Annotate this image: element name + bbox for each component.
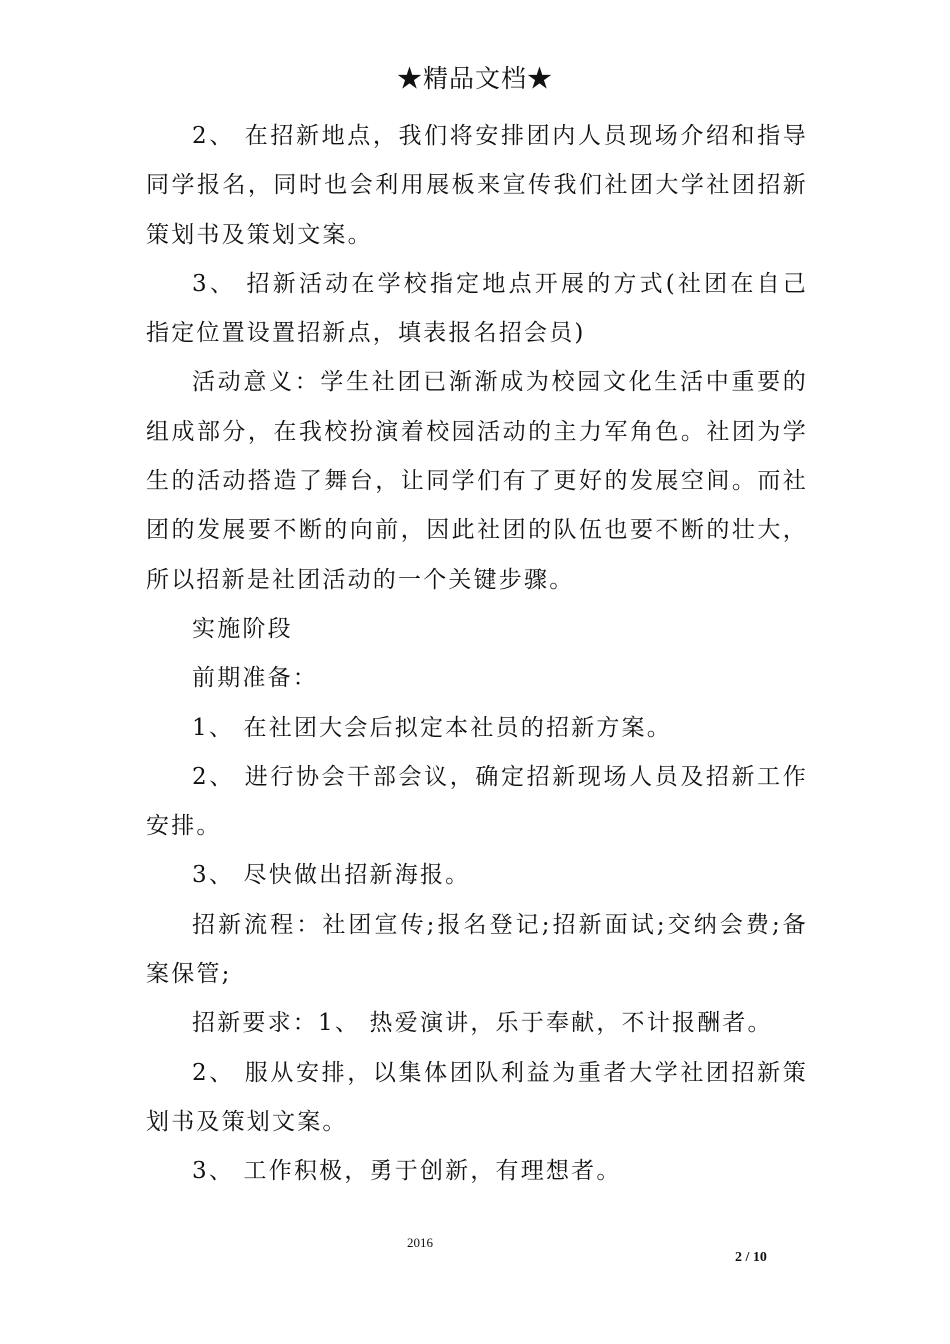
document-header-title: ★精品文档★	[396, 64, 553, 93]
paragraph-prep-item-1: 1、 在社团大会后拟定本社员的招新方案。	[192, 714, 672, 741]
paragraph-preparation-heading: 前期准备：	[192, 665, 318, 692]
paragraph-requirements-item-1: 招新要求：1、 热爱演讲，乐于奉献，不计报酬者。	[192, 1010, 773, 1037]
page-number: 2 / 10	[735, 1250, 767, 1265]
paragraph-prep-item-2: 2、 进行协会干部会议，确定招新现场人员及招新工作安排。	[146, 763, 808, 840]
paragraph-recruitment-process: 招新流程：社团宣传;报名登记;招新面试;交纳会费;备案保管;	[146, 911, 808, 988]
footer-year: 2016	[407, 1235, 433, 1250]
paragraph-prep-item-3: 3、 尽快做出招新海报。	[192, 862, 471, 889]
paragraph-requirements-item-2: 2、 服从安排，以集体团队利益为重者大学社团招新策划书及策划文案。	[146, 1059, 808, 1135]
paragraph-significance: 活动意义：学生社团已渐渐成为校园文化生活中重要的组成部分，在我校扮演着校园活动的主力军角色。社团为学生的活动搭造了舞台，让同学们有了更好的发展空间。而社团的发展要不断的向前，因此社团的队伍也要不断的壮大，所以招新是社团活动的一个关键步骤。	[146, 369, 808, 593]
paragraph-implementation-heading: 实施阶段	[192, 615, 293, 642]
paragraph-item-3-method: 3、 招新活动在学校指定地点开展的方式(社团在自己指定位置设置招新点，填表报名招会员)	[146, 270, 808, 347]
paragraph-item-2-venue: 2、 在招新地点，我们将安排团内人员现场介绍和指导同学报名，同时也会利用展板来宣传我们社团大学社团招新策划书及策划文案。	[146, 123, 808, 248]
paragraph-requirements-item-3: 3、 工作积极，勇于创新，有理想者。	[192, 1158, 622, 1185]
document-body	[146, 112, 808, 1197]
